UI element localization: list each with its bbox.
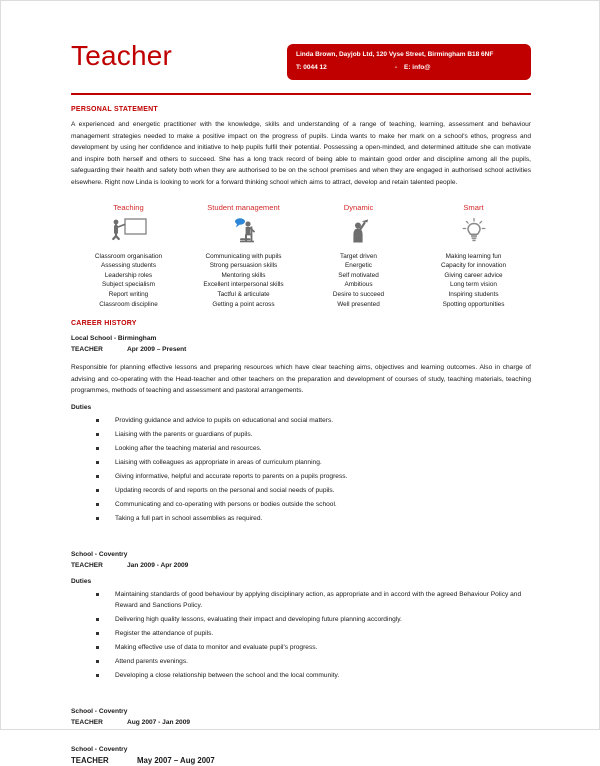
skill-item: Giving career advice [444,271,503,279]
duties-list [71,589,531,682]
skill-items-list [301,252,416,310]
skill-item: Strong persuasion skills [209,262,278,270]
skill-item: Subject specialism [102,281,155,289]
skill-column-student-management [186,203,301,310]
skill-item: Leadership roles [104,271,153,279]
duty-item: Looking after the teaching material and resources. [115,443,531,454]
skill-column-title: Student management [207,202,280,212]
duty-item: Taking a full part in school assemblies as required. [115,513,531,524]
duty-item: Maintaining standards of good behaviour by applying disciplinary action, as appropriate and in accord with the agreed Behaviour Policy and Reward and Sanctions Policy. [115,589,531,612]
skill-item: Self motivated [338,271,379,279]
skill-items-list [71,252,186,310]
duty-item: Register the attendance of pupils. [115,628,531,639]
duty-item: Delivering high quality lessons, evaluating their impact and developing future planning accordingly. [115,614,531,625]
skill-column-title: Dynamic [343,202,374,212]
job-dates: Aug 2007 - Jan 2009 [127,719,191,727]
skill-items-list [186,252,301,310]
skill-item: Target driven [340,252,377,260]
skill-column-smart [416,203,531,310]
skills-columns [71,203,531,310]
duties-label: Duties [71,403,92,411]
duty-item: Liaising with the parents or guardians of pupils. [115,429,531,440]
duty-item: Updating records of and reports on the personal and social needs of pupils. [115,485,531,496]
contact-phone-email-row [296,62,522,73]
job-role-line [71,755,531,766]
job-role: TEACHER [71,346,103,354]
teacher-at-whiteboard-icon [71,216,186,246]
contact-separator: - [394,64,398,71]
skill-column-title: Teaching [113,202,144,212]
job-entry [71,549,531,682]
personal-statement-body: A experienced and energetic practitioner with the knowledge, skills and understanding of a range of teaching, learning, assessment and behaviour management strategies needed to make a positive impact on the progress of pupils. Linda wants to make her mark on a school's ethos, progress and development by using her confidence and initiative to help pupils fulfil their potential. Possessing a open-minded, and determined attitude she can motivate and inspire both herself and others to succeed. She has a long track record of being able to maintain good order and discipline among all the pupils, safeguarding their health and safety both when they are authorised to be on the school premises and when they are engaged in authorised school activities elsewhere. Right now Linda is looking to work for a forward thinking school which aims to attract, develop and retain talented people. [71,121,531,186]
job-role-line [71,560,531,571]
skill-item: Communicating with pupils [205,252,282,260]
job-role: TEACHER [71,719,103,727]
job-role-line [71,717,531,728]
job-school: Local School - Birmingham [71,335,157,343]
duty-item: Making effective use of data to monitor and evaluate pupil's progress. [115,642,531,653]
skill-items-list [416,252,531,310]
skill-item: Ambitious [344,281,373,289]
resume-content [71,1,531,766]
contact-phone[interactable]: T: 0044 12 [296,64,327,71]
graduate-raising-arm-icon [301,216,416,246]
skill-item: Spotting opportunities [442,300,505,308]
duty-item: Communicating and co-operating with persons or bodies outside the school. [115,499,531,510]
spacer [71,684,531,704]
job-dates: May 2007 – Aug 2007 [137,756,215,766]
job-entry [71,333,531,524]
career-history-heading: CAREER HISTORY [71,320,137,328]
job-role: TEACHER [71,561,103,569]
job-dates: Jan 2009 - Apr 2009 [127,561,189,569]
skill-item: Excellent interpersonal skills [203,281,284,289]
skill-item: Classroom organisation [94,252,163,260]
job-dates: Apr 2009 – Present [127,346,187,354]
skill-item: Classroom discipline [99,300,158,308]
personal-statement-heading: PERSONAL STATEMENT [71,106,158,113]
skill-item: Long term vision [450,281,497,289]
job-role: TEACHER [71,756,109,766]
duty-item: Liaising with colleagues as appropriate in areas of curriculum planning. [115,457,531,468]
skill-column-teaching [71,203,186,310]
job-entry [71,706,531,728]
spacer [71,728,531,742]
contact-address: Linda Brown, Dayjob Ltd, 120 Vyse Street, Birmingham B18 6NF [296,51,494,58]
skill-item: Well presented [337,300,380,308]
skill-item: Capacity for innovation [440,262,506,270]
skill-item: Desire to succeed [332,290,385,298]
skill-item: Getting a point across [212,300,275,308]
job-school: School - Coventry [71,550,128,558]
skill-item: Report writing [108,290,149,298]
skill-column-title: Smart [463,202,484,212]
skill-item: Making learning fun [445,252,502,260]
contact-email[interactable]: E: info@ [404,64,431,71]
resume-header [71,39,531,91]
skill-item: Tactful & articulate [217,290,270,298]
page-title: Teacher [71,40,173,71]
duty-item: Giving informative, helpful and accurate reports to parents on a pupils progress. [115,471,531,482]
duties-list [71,415,531,524]
skill-column-dynamic [301,203,416,310]
duty-item: Attend parents evenings. [115,656,531,667]
header-divider [71,93,531,95]
contact-details-box [287,44,531,80]
skill-item: Inspiring students [448,290,499,298]
seated-person-speech-bubble-icon [186,216,301,246]
spacer [71,527,531,547]
skill-item: Mentoring skills [221,271,266,279]
job-entry [71,744,531,766]
skill-item: Assessing students [100,262,157,270]
duty-item: Providing guidance and advice to pupils on educational and social matters. [115,415,531,426]
job-description: Responsible for planning effective lessons and preparing resources which have clear teaching aims, objectives and learning outcomes. Also in charge of advising and co-operating with the Head-teacher and other teachers on the preparation and development of courses of study, teaching materials, teaching programmes, methods of teaching and assessment and pastoral arrangements. [71,364,531,395]
job-school: School - Coventry [71,708,128,716]
job-role-line [71,344,531,355]
job-school: School - Coventry [71,746,128,754]
skill-item: Energetic [345,262,372,270]
duty-item: Developing a close relationship between the school and the local community. [115,670,531,681]
lightbulb-icon [416,216,531,246]
duties-label: Duties [71,577,92,585]
